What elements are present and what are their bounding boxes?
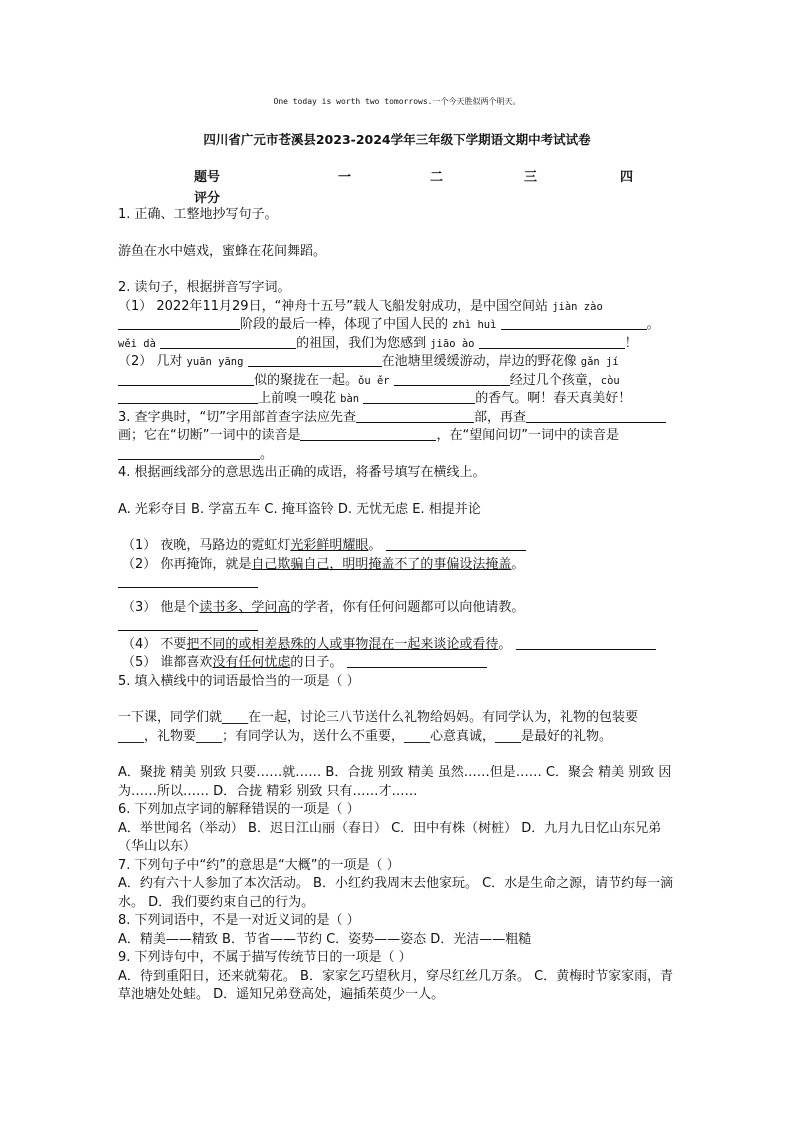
answer-blank[interactable]: [356, 409, 474, 423]
pinyin-hint: ǒu ěr: [358, 374, 390, 387]
answer-blank[interactable]: [526, 409, 666, 423]
q4-item-4: （4） 不要把不同的或相差悬殊的人或事物混在一起来谈论或看待。: [118, 636, 674, 655]
answer-blank[interactable]: [501, 316, 647, 330]
q4-item-2-answer-line: [118, 574, 674, 593]
q9-prompt: 9. 下列诗句中，不属于描写传统节日的一项是（ ）: [118, 950, 412, 965]
answer-blank[interactable]: [300, 427, 436, 441]
pinyin-hint: gǎn jí: [580, 356, 619, 368]
pinyin-hint: zhì huì: [452, 319, 497, 331]
pinyin-hint: bàn: [340, 393, 360, 405]
answer-blank[interactable]: [118, 617, 258, 631]
pinyin-hint: jiàn zào: [552, 300, 603, 313]
q4-item-2: （2） 你再掩饰，就是自己欺骗自己，明明掩盖不了的事偏设法掩盖。: [122, 556, 525, 572]
answer-blank[interactable]: [118, 574, 258, 588]
score-col-2: 二: [430, 170, 444, 185]
pinyin-hint: còu: [600, 374, 620, 387]
answer-blank[interactable]: [386, 537, 526, 551]
q2-prompt: 2. 读句子，根据拼音写字词。: [118, 280, 291, 295]
q8-prompt: 8. 下列词语中，不是一对近义词的是（ ）: [118, 913, 360, 928]
q2-part1: （1） 2022年11月29日，“神舟十五号”载人飞船发射成功，是中国空间站 jiàn zào 阶段的最后一棒，体现了中国人民的 zhì huì 。wěi dà 的祖国，我们为您感到 jiāo ào ！: [118, 298, 660, 351]
q5-passage: 一下课，同学们就____在一起，讨论三八节送什么礼物给妈妈。有同学认为，礼物的包装要____，礼物要____；有同学认为，送什么不重要，____心意真诚，____是最好的礼物。: [118, 710, 639, 744]
score-row-label: 题号: [194, 170, 221, 185]
answer-blank[interactable]: [118, 390, 258, 404]
answer-blank[interactable]: [394, 372, 510, 386]
pinyin-hint: jiāo ào: [430, 337, 475, 350]
q4-item-3: （3） 他是个读书多、学问高的学者，你有任何问题都可以向他请教。: [122, 599, 525, 615]
answer-blank[interactable]: [160, 335, 296, 349]
answer-blank[interactable]: [118, 446, 260, 460]
score-col-4: 四: [620, 170, 634, 185]
q7-prompt: 7. 下列句子中“约”的意思是“大概”的一项是（ ）: [118, 857, 400, 873]
q6-prompt: 6. 下列加点字词的解释错误的一项是（ ）: [118, 802, 360, 817]
answer-blank[interactable]: [118, 372, 254, 386]
answer-blank[interactable]: [363, 390, 475, 404]
q6-choices: A．举世闻名（举动） B．迟日江山丽（春日） C．田中有株（树桩） D．九月九日忆山东兄弟（华山以东）: [118, 820, 662, 854]
q1-sentence: 游鱼在水中嬉戏，蜜蜂在花间舞蹈。: [118, 243, 327, 259]
answer-blank[interactable]: [347, 654, 487, 668]
exam-body: [118, 206, 674, 1005]
score-label: 评分: [194, 191, 221, 206]
q3: 3. 查字典时，“切”字用部首查字法应先查 部，再查画；它在“切断”一词中的读音是 ，在“望闻问切”一词中的读音是。: [118, 409, 674, 465]
header-motto: One today is worth two tomorrows.一个今天胜似两个明天。: [273, 97, 521, 106]
score-col-1: 一: [338, 170, 352, 185]
q4-prompt: 4. 根据画线部分的意思选出正确的成语，将番号填写在横线上。: [118, 465, 486, 480]
answer-blank[interactable]: [479, 335, 625, 349]
pinyin-hint: yuān yāng: [186, 356, 244, 368]
answer-blank[interactable]: [248, 353, 382, 367]
q7-choices: A．约有六十人参加了本次活动。 B．小红约我周末去他家玩。 C．水是生命之源，请节约每一滴水。 D．我们要约束自己的行为。: [118, 876, 674, 910]
answer-blank[interactable]: [516, 636, 656, 650]
pinyin-hint: wěi dà: [118, 337, 156, 350]
q9-choices: A．待到重阳日，还来就菊花。 B．家家乞巧望秋月，穿尽红丝几万条。 C．黄梅时节家家雨，青草池塘处处蛙。 D．遥知兄弟登高处，遍插茱萸少一人。: [118, 968, 674, 1002]
q5-choices: A．聚拢 精美 别致 只要……就…… B．合拢 别致 精美 虽然……但是…… C．聚会 精美 别致 因为……所以…… D．合拢 精彩 别致 只有……才……: [118, 765, 672, 799]
q5-prompt: 5. 填入横线中的词语最恰当的一项是（ ）: [118, 673, 360, 689]
q4-item-3-answer-line: [118, 617, 674, 636]
answer-blank[interactable]: [118, 316, 240, 330]
exam-title: 四川省广元市苍溪县2023-2024学年三年级下学期语文期中考试试卷: [203, 132, 591, 147]
q4-item-1: （1） 夜晚，马路边的霓虹灯光彩鲜明耀眼。: [118, 537, 674, 556]
q4-item-5: （5） 谁都喜欢没有任何忧虑的日子。: [118, 654, 674, 673]
q4-options: A. 光彩夺目 B. 学富五车 C. 掩耳盗铃 D. 无忧无虑 E. 相提并论: [118, 501, 481, 517]
q2-part2: （2） 几对 yuān yāng 在池塘里缓缓游动，岸边的野花像 gǎn jí 似的聚拢在一起。ǒu ěr 经过几个孩童，còu 上前嗅一嗅花 bàn 的香气。啊！春天真美好！: [118, 354, 632, 406]
q1-prompt: 1. 正确、工整地抄写句子。: [118, 207, 278, 222]
q8-choices: A．精美——精致 B．节省——节约 C．姿势——姿态 D．光洁——粗糙: [118, 931, 532, 947]
score-col-3: 三: [524, 170, 538, 185]
